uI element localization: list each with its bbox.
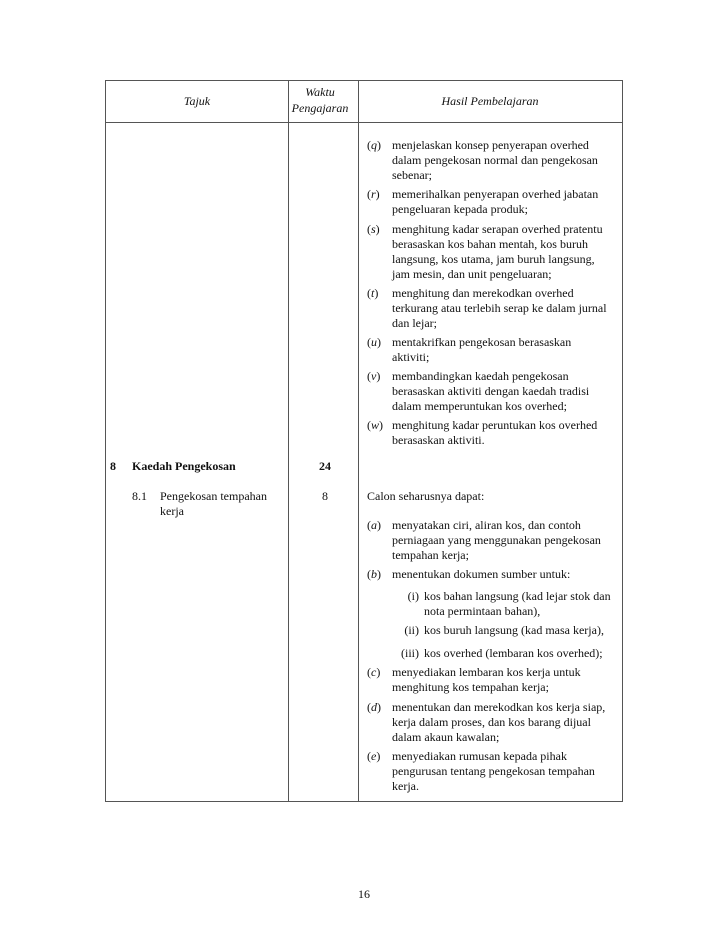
outcome-item-b	[367, 567, 622, 582]
outcome-item-u	[367, 335, 622, 365]
outcome-item-d	[367, 700, 622, 745]
outcome-item-r-label: (r)	[367, 187, 380, 201]
sub-item-2	[395, 623, 623, 638]
outcome-item-c-label: (c)	[367, 665, 381, 679]
outcome-item-w	[367, 418, 622, 448]
outcome-item-u-label: (u)	[367, 335, 381, 349]
table-header	[106, 81, 622, 123]
header-time-line1: Waktu	[305, 85, 335, 99]
sub-item-3	[395, 646, 623, 661]
header-outcome: Hasil Pembelajaran	[441, 94, 539, 108]
section-title: Kaedah Pengekosan	[132, 459, 236, 473]
header-topic: Tajuk	[183, 94, 211, 108]
subsection-intro: Calon seharusnya dapat:	[367, 489, 485, 503]
outcome-item-t	[367, 286, 622, 331]
outcome-item-t-label: (t)	[367, 286, 379, 300]
outcome-item-a-text: menyatakan ciri, aliran kos, dan contoh perniagaan yang menggunakan pengekosan tempahan kerja;	[392, 518, 601, 562]
outcome-item-b-text: menentukan dokumen sumber untuk:	[392, 567, 571, 581]
outcome-item-a	[367, 518, 622, 563]
section-hours: 24	[319, 459, 331, 473]
outcome-item-s-text: menghitung kadar serapan overhed pratentu berasaskan kos bahan mentah, kos buruh langsung, kos utama, jam buruh langsung, jam mesin, dan unit pengeluaran;	[392, 222, 603, 281]
sub-item-1	[395, 589, 623, 619]
sub-item-2-text: kos buruh langsung (kad masa kerja),	[424, 623, 604, 637]
sub-item-1-label: (i)	[407, 589, 419, 603]
outcome-item-c-text: menyediakan lembaran kos kerja untuk menghitung kos tempahan kerja;	[392, 665, 581, 694]
page-number: 16	[358, 887, 370, 901]
outcome-item-v-label: (v)	[367, 369, 381, 383]
outcome-item-b-label: (b)	[367, 567, 381, 581]
outcome-item-a-label: (a)	[367, 518, 381, 532]
subsection-number: 8.1	[132, 489, 147, 503]
outcome-item-v-text: membandingkan kaedah pengekosan berasaskan aktiviti dengan kaedah tradisi dalam memperuntukan kos overhed;	[392, 369, 590, 413]
sub-item-3-label: (iii)	[401, 646, 419, 660]
subsection-title-line1: Pengekosan tempahan	[160, 489, 267, 503]
sub-item-2-label: (ii)	[404, 623, 419, 637]
subsection-title-line2: kerja	[160, 504, 184, 518]
outcome-item-t-text: menghitung dan merekodkan overhed terkurang atau terlebih serap ke dalam jurnal dan lejar;	[392, 286, 607, 330]
outcome-item-e-label: (e)	[367, 749, 381, 763]
outcome-item-e-text: menyediakan rumusan kepada pihak pengurusan tentang pengekosan tempahan kerja.	[392, 749, 595, 793]
section-number: 8	[110, 459, 116, 473]
outcome-item-c	[367, 665, 622, 695]
column-divider-2	[358, 81, 359, 801]
outcome-item-d-text: menentukan dan merekodkan kos kerja siap, kerja dalam proses, dan kos barang dijual dalam akaun kawalan;	[392, 700, 606, 744]
header-time-line2: Pengajaran	[291, 101, 349, 115]
outcome-item-q-label: (q)	[367, 138, 381, 152]
outcome-item-w-label: (w)	[367, 418, 384, 432]
outcome-item-s	[367, 222, 622, 282]
sub-item-3-text: kos overhed (lembaran kos overhed);	[424, 646, 603, 660]
outcome-item-r-text: memerihalkan penyerapan overhed jabatan pengeluaran kepada produk;	[392, 187, 599, 216]
column-divider-1	[288, 81, 289, 801]
outcome-item-e	[367, 749, 622, 794]
outcome-item-r	[367, 187, 622, 217]
sub-item-1-text: kos bahan langsung (kad lejar stok dan nota permintaan bahan),	[424, 589, 611, 618]
outcome-item-q-text: menjelaskan konsep penyerapan overhed dalam pengekosan normal dan pengekosan sebenar;	[392, 138, 598, 182]
outcome-item-v	[367, 369, 622, 414]
outcome-item-w-text: menghitung kadar peruntukan kos overhed berasaskan aktiviti.	[392, 418, 598, 447]
outcome-item-s-label: (s)	[367, 222, 380, 236]
outcome-item-q	[367, 138, 622, 183]
outcome-item-u-text: mentakrifkan pengekosan berasaskan aktiviti;	[392, 335, 572, 364]
outcome-item-d-label: (d)	[367, 700, 381, 714]
subsection-hours: 8	[322, 489, 328, 503]
